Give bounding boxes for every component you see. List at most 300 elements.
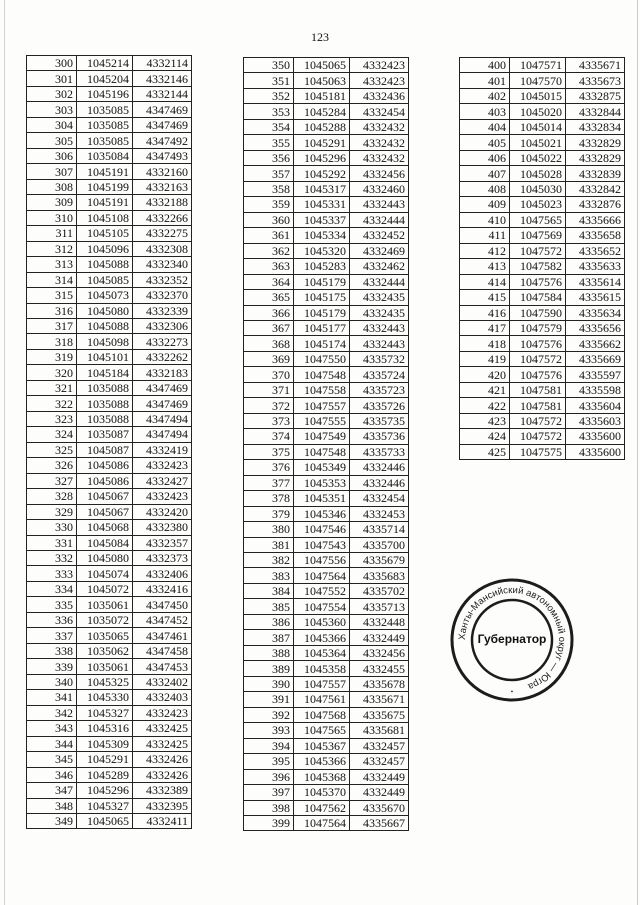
y-coordinate-cell: 4335714: [350, 522, 409, 537]
x-coordinate-cell: 1045337: [294, 212, 350, 227]
x-coordinate-cell: 1047572: [510, 351, 566, 366]
y-coordinate-cell: 4335678: [350, 676, 409, 691]
point-number-cell: 390: [244, 676, 294, 691]
y-coordinate-cell: 4332829: [566, 135, 625, 150]
x-coordinate-cell: 1045028: [510, 166, 566, 181]
table-row: [27, 458, 192, 473]
point-number-cell: 320: [27, 365, 77, 380]
x-coordinate-cell: 1047572: [510, 243, 566, 258]
x-coordinate-cell: 1045080: [77, 551, 133, 566]
point-number-cell: 377: [244, 475, 294, 490]
x-coordinate-cell: 1047575: [510, 444, 566, 459]
y-coordinate-cell: 4332403: [133, 690, 192, 705]
x-coordinate-cell: 1045284: [294, 104, 350, 119]
table-row: [244, 676, 409, 691]
x-coordinate-cell: 1035088: [77, 380, 133, 395]
point-number-cell: 362: [244, 243, 294, 258]
x-coordinate-cell: 1045353: [294, 475, 350, 490]
coordinates-table-1: [26, 55, 192, 829]
y-coordinate-cell: 4335667: [350, 815, 409, 830]
point-number-cell: 365: [244, 290, 294, 305]
point-number-cell: 325: [27, 442, 77, 457]
x-coordinate-cell: 1045080: [77, 303, 133, 318]
point-number-cell: 425: [460, 444, 510, 459]
y-coordinate-cell: 4335656: [566, 320, 625, 335]
x-coordinate-cell: 1047572: [510, 429, 566, 444]
x-coordinate-cell: 1045199: [77, 179, 133, 194]
x-coordinate-cell: 1045030: [510, 181, 566, 196]
x-coordinate-cell: 1047590: [510, 305, 566, 320]
table-row: [27, 535, 192, 550]
y-coordinate-cell: 4332435: [350, 290, 409, 305]
table-row: [244, 305, 409, 320]
table-row: [244, 429, 409, 444]
x-coordinate-cell: 1045349: [294, 460, 350, 475]
x-coordinate-cell: 1045327: [77, 705, 133, 720]
y-coordinate-cell: 4332144: [133, 86, 192, 101]
point-number-cell: 391: [244, 692, 294, 707]
y-coordinate-cell: 4332875: [566, 88, 625, 103]
point-number-cell: 316: [27, 303, 77, 318]
point-number-cell: 408: [460, 181, 510, 196]
table-row: [244, 382, 409, 397]
y-coordinate-cell: 4332308: [133, 241, 192, 256]
y-coordinate-cell: 4332469: [350, 243, 409, 258]
x-coordinate-cell: 1045191: [77, 195, 133, 210]
y-coordinate-cell: 4332842: [566, 181, 625, 196]
x-coordinate-cell: 1045331: [294, 197, 350, 212]
point-number-cell: 322: [27, 396, 77, 411]
table-row: [27, 148, 192, 163]
y-coordinate-cell: 4332456: [350, 166, 409, 181]
x-coordinate-cell: 1047564: [294, 568, 350, 583]
y-coordinate-cell: 4335669: [566, 351, 625, 366]
point-number-cell: 303: [27, 102, 77, 117]
point-number-cell: 422: [460, 398, 510, 413]
point-number-cell: 309: [27, 195, 77, 210]
y-coordinate-cell: 4347461: [133, 628, 192, 643]
point-number-cell: 300: [27, 56, 77, 71]
table-row: [244, 212, 409, 227]
x-coordinate-cell: 1035087: [77, 427, 133, 442]
point-number-cell: 381: [244, 537, 294, 552]
point-number-cell: 318: [27, 334, 77, 349]
y-coordinate-cell: 4332406: [133, 566, 192, 581]
point-number-cell: 341: [27, 690, 77, 705]
table-row: [244, 537, 409, 552]
y-coordinate-cell: 4347469: [133, 396, 192, 411]
point-number-cell: 398: [244, 800, 294, 815]
x-coordinate-cell: 1045320: [294, 243, 350, 258]
point-number-cell: 395: [244, 754, 294, 769]
x-coordinate-cell: 1045105: [77, 226, 133, 241]
x-coordinate-cell: 1047565: [294, 723, 350, 738]
point-number-cell: 417: [460, 320, 510, 335]
table-row: [460, 367, 625, 382]
point-number-cell: 327: [27, 473, 77, 488]
y-coordinate-cell: 4335670: [350, 800, 409, 815]
x-coordinate-cell: 1047554: [294, 599, 350, 614]
x-coordinate-cell: 1047555: [294, 413, 350, 428]
x-coordinate-cell: 1045296: [294, 150, 350, 165]
y-coordinate-cell: 4332416: [133, 581, 192, 596]
y-coordinate-cell: 4332188: [133, 195, 192, 210]
table-row: [244, 413, 409, 428]
x-coordinate-cell: 1045098: [77, 334, 133, 349]
point-number-cell: 420: [460, 367, 510, 382]
point-number-cell: 424: [460, 429, 510, 444]
x-coordinate-cell: 1047576: [510, 367, 566, 382]
y-coordinate-cell: 4332844: [566, 104, 625, 119]
table-row: [27, 736, 192, 751]
point-number-cell: 406: [460, 150, 510, 165]
point-number-cell: 358: [244, 181, 294, 196]
point-number-cell: 387: [244, 630, 294, 645]
y-coordinate-cell: 4347492: [133, 133, 192, 148]
point-number-cell: 348: [27, 798, 77, 813]
point-number-cell: 355: [244, 135, 294, 150]
x-coordinate-cell: 1045309: [77, 736, 133, 751]
x-coordinate-cell: 1047550: [294, 351, 350, 366]
y-coordinate-cell: 4335615: [566, 290, 625, 305]
y-coordinate-cell: 4332425: [133, 736, 192, 751]
svg-text:•: •: [510, 688, 514, 696]
y-coordinate-cell: 4335724: [350, 367, 409, 382]
y-coordinate-cell: 4335700: [350, 537, 409, 552]
table-row: [460, 320, 625, 335]
y-coordinate-cell: 4332443: [350, 320, 409, 335]
table-row: [27, 288, 192, 303]
y-coordinate-cell: 4332114: [133, 56, 192, 71]
table-row: [460, 382, 625, 397]
point-number-cell: 368: [244, 336, 294, 351]
point-number-cell: 334: [27, 581, 77, 596]
y-coordinate-cell: 4335736: [350, 429, 409, 444]
point-number-cell: 301: [27, 71, 77, 86]
x-coordinate-cell: 1045014: [510, 119, 566, 134]
y-coordinate-cell: 4332444: [350, 212, 409, 227]
point-number-cell: 404: [460, 119, 510, 134]
table-row: [27, 86, 192, 101]
y-coordinate-cell: 4332373: [133, 551, 192, 566]
y-coordinate-cell: 4335683: [350, 568, 409, 583]
table-row: [27, 628, 192, 643]
x-coordinate-cell: 1045288: [294, 119, 350, 134]
x-coordinate-cell: 1047552: [294, 583, 350, 598]
x-coordinate-cell: 1045177: [294, 320, 350, 335]
y-coordinate-cell: 4335675: [350, 707, 409, 722]
point-number-cell: 418: [460, 336, 510, 351]
point-number-cell: 330: [27, 520, 77, 535]
x-coordinate-cell: 1045072: [77, 581, 133, 596]
table-row: [460, 259, 625, 274]
coordinates-table-2: [243, 57, 409, 831]
y-coordinate-cell: 4332876: [566, 197, 625, 212]
point-number-cell: 419: [460, 351, 510, 366]
point-number-cell: 367: [244, 320, 294, 335]
x-coordinate-cell: 1045085: [77, 272, 133, 287]
y-coordinate-cell: 4332262: [133, 349, 192, 364]
table-row: [27, 643, 192, 658]
y-coordinate-cell: 4347452: [133, 612, 192, 627]
table-row: [244, 785, 409, 800]
table-row: [27, 117, 192, 132]
y-coordinate-cell: 4332455: [350, 661, 409, 676]
y-coordinate-cell: 4332370: [133, 288, 192, 303]
point-number-cell: 364: [244, 274, 294, 289]
table-row: [460, 73, 625, 88]
table-row: [244, 630, 409, 645]
y-coordinate-cell: 4332306: [133, 318, 192, 333]
y-coordinate-cell: 4332444: [350, 274, 409, 289]
x-coordinate-cell: 1047570: [510, 73, 566, 88]
table-row: [27, 257, 192, 272]
y-coordinate-cell: 4347453: [133, 659, 192, 674]
point-number-cell: 359: [244, 197, 294, 212]
table-row: [460, 166, 625, 181]
x-coordinate-cell: 1035085: [77, 117, 133, 132]
x-coordinate-cell: 1045316: [77, 721, 133, 736]
x-coordinate-cell: 1047548: [294, 444, 350, 459]
x-coordinate-cell: 1045291: [294, 135, 350, 150]
x-coordinate-cell: 1045088: [77, 257, 133, 272]
table-row: [244, 522, 409, 537]
x-coordinate-cell: 1045296: [77, 783, 133, 798]
x-coordinate-cell: 1035062: [77, 643, 133, 658]
x-coordinate-cell: 1045087: [77, 442, 133, 457]
y-coordinate-cell: 4332443: [350, 197, 409, 212]
y-coordinate-cell: 4332357: [133, 535, 192, 550]
y-coordinate-cell: 4335652: [566, 243, 625, 258]
table-row: [460, 181, 625, 196]
x-coordinate-cell: 1045022: [510, 150, 566, 165]
x-coordinate-cell: 1045196: [77, 86, 133, 101]
point-number-cell: 357: [244, 166, 294, 181]
point-number-cell: 307: [27, 164, 77, 179]
table-row: [460, 212, 625, 227]
point-number-cell: 401: [460, 73, 510, 88]
x-coordinate-cell: 1047576: [510, 336, 566, 351]
y-coordinate-cell: 4332273: [133, 334, 192, 349]
x-coordinate-cell: 1045370: [294, 785, 350, 800]
table-row: [27, 102, 192, 117]
point-number-cell: 328: [27, 489, 77, 504]
y-coordinate-cell: 4332266: [133, 210, 192, 225]
x-coordinate-cell: 1045086: [77, 473, 133, 488]
point-number-cell: 363: [244, 259, 294, 274]
x-coordinate-cell: 1047576: [510, 274, 566, 289]
point-number-cell: 313: [27, 257, 77, 272]
point-number-cell: 326: [27, 458, 77, 473]
y-coordinate-cell: 4332389: [133, 783, 192, 798]
x-coordinate-cell: 1035061: [77, 659, 133, 674]
y-coordinate-cell: 4332446: [350, 475, 409, 490]
table-row: [460, 119, 625, 134]
table-row: [244, 119, 409, 134]
table-row: [244, 274, 409, 289]
y-coordinate-cell: 4332411: [133, 813, 192, 828]
y-coordinate-cell: 4332449: [350, 785, 409, 800]
y-coordinate-cell: 4332426: [133, 767, 192, 782]
table-row: [460, 150, 625, 165]
table-row: [27, 179, 192, 194]
y-coordinate-cell: 4335735: [350, 413, 409, 428]
table-row: [244, 553, 409, 568]
table-row: [244, 398, 409, 413]
table-row: [27, 411, 192, 426]
point-number-cell: 332: [27, 551, 77, 566]
x-coordinate-cell: 1035072: [77, 612, 133, 627]
point-number-cell: 410: [460, 212, 510, 227]
y-coordinate-cell: 4335604: [566, 398, 625, 413]
point-number-cell: 416: [460, 305, 510, 320]
y-coordinate-cell: 4332423: [350, 73, 409, 88]
x-coordinate-cell: 1035085: [77, 133, 133, 148]
table-row: [27, 612, 192, 627]
x-coordinate-cell: 1045179: [294, 274, 350, 289]
table-row: [27, 56, 192, 71]
table-row: [460, 135, 625, 150]
table-row: [27, 752, 192, 767]
y-coordinate-cell: 4332443: [350, 336, 409, 351]
y-coordinate-cell: 4332183: [133, 365, 192, 380]
y-coordinate-cell: 4332432: [350, 135, 409, 150]
y-coordinate-cell: 4347469: [133, 380, 192, 395]
x-coordinate-cell: 1045368: [294, 769, 350, 784]
point-number-cell: 388: [244, 645, 294, 660]
x-coordinate-cell: 1045179: [294, 305, 350, 320]
x-coordinate-cell: 1045214: [77, 56, 133, 71]
x-coordinate-cell: 1045067: [77, 504, 133, 519]
x-coordinate-cell: 1045174: [294, 336, 350, 351]
y-coordinate-cell: 4332449: [350, 630, 409, 645]
table-row: [244, 645, 409, 660]
x-coordinate-cell: 1035088: [77, 396, 133, 411]
table-row: [244, 599, 409, 614]
point-number-cell: 423: [460, 413, 510, 428]
table-row: [244, 228, 409, 243]
table-row: [27, 272, 192, 287]
x-coordinate-cell: 1045020: [510, 104, 566, 119]
table-row: [27, 690, 192, 705]
point-number-cell: 353: [244, 104, 294, 119]
point-number-cell: 336: [27, 612, 77, 627]
y-coordinate-cell: 4335662: [566, 336, 625, 351]
y-coordinate-cell: 4335634: [566, 305, 625, 320]
y-coordinate-cell: 4332457: [350, 754, 409, 769]
x-coordinate-cell: 1045084: [77, 535, 133, 550]
point-number-cell: 329: [27, 504, 77, 519]
table-row: [460, 228, 625, 243]
y-coordinate-cell: 4335732: [350, 351, 409, 366]
table-row: [244, 707, 409, 722]
x-coordinate-cell: 1045366: [294, 630, 350, 645]
point-number-cell: 340: [27, 674, 77, 689]
y-coordinate-cell: 4332163: [133, 179, 192, 194]
table-row: [27, 767, 192, 782]
y-coordinate-cell: 4332446: [350, 460, 409, 475]
seal-title: Губернатор: [477, 632, 547, 646]
table-row: [27, 164, 192, 179]
table-row: [460, 104, 625, 119]
x-coordinate-cell: 1047556: [294, 553, 350, 568]
table-row: [244, 181, 409, 196]
y-coordinate-cell: 4332419: [133, 442, 192, 457]
table-row: [244, 738, 409, 753]
table-row: [244, 150, 409, 165]
x-coordinate-cell: 1047562: [294, 800, 350, 815]
x-coordinate-cell: 1045292: [294, 166, 350, 181]
point-number-cell: 346: [27, 767, 77, 782]
y-coordinate-cell: 4335597: [566, 367, 625, 382]
table-row: [27, 566, 192, 581]
y-coordinate-cell: 4332834: [566, 119, 625, 134]
table-row: [460, 290, 625, 305]
table-row: [244, 769, 409, 784]
table-row: [244, 88, 409, 103]
table-row: [460, 413, 625, 428]
y-coordinate-cell: 4332423: [133, 458, 192, 473]
y-coordinate-cell: 4332432: [350, 119, 409, 134]
y-coordinate-cell: 4335733: [350, 444, 409, 459]
y-coordinate-cell: 4332448: [350, 614, 409, 629]
table-row: [244, 58, 409, 73]
x-coordinate-cell: 1035085: [77, 102, 133, 117]
y-coordinate-cell: 4332160: [133, 164, 192, 179]
x-coordinate-cell: 1045023: [510, 197, 566, 212]
table-row: [27, 551, 192, 566]
table-row: [27, 427, 192, 442]
point-number-cell: 314: [27, 272, 77, 287]
x-coordinate-cell: 1045067: [77, 489, 133, 504]
x-coordinate-cell: 1035084: [77, 148, 133, 163]
table-row: [460, 88, 625, 103]
x-coordinate-cell: 1035061: [77, 597, 133, 612]
x-coordinate-cell: 1047569: [510, 228, 566, 243]
point-number-cell: 383: [244, 568, 294, 583]
x-coordinate-cell: 1045330: [77, 690, 133, 705]
x-coordinate-cell: 1045074: [77, 566, 133, 581]
x-coordinate-cell: 1045334: [294, 228, 350, 243]
table-row: [460, 305, 625, 320]
x-coordinate-cell: 1047579: [510, 320, 566, 335]
point-number-cell: 347: [27, 783, 77, 798]
x-coordinate-cell: 1045317: [294, 181, 350, 196]
point-number-cell: 384: [244, 583, 294, 598]
table-row: [27, 334, 192, 349]
point-number-cell: 337: [27, 628, 77, 643]
table-row: [27, 659, 192, 674]
x-coordinate-cell: 1047557: [294, 398, 350, 413]
x-coordinate-cell: 1035088: [77, 411, 133, 426]
x-coordinate-cell: 1045346: [294, 506, 350, 521]
table-row: [27, 365, 192, 380]
point-number-cell: 310: [27, 210, 77, 225]
table-row: [27, 241, 192, 256]
point-number-cell: 399: [244, 815, 294, 830]
x-coordinate-cell: 1045327: [77, 798, 133, 813]
y-coordinate-cell: 4332146: [133, 71, 192, 86]
table-row: [27, 813, 192, 828]
point-number-cell: 323: [27, 411, 77, 426]
table-row: [27, 473, 192, 488]
x-coordinate-cell: 1047582: [510, 259, 566, 274]
x-coordinate-cell: 1047557: [294, 676, 350, 691]
table-row: [244, 723, 409, 738]
point-number-cell: 373: [244, 413, 294, 428]
x-coordinate-cell: 1047561: [294, 692, 350, 707]
point-number-cell: 352: [244, 88, 294, 103]
